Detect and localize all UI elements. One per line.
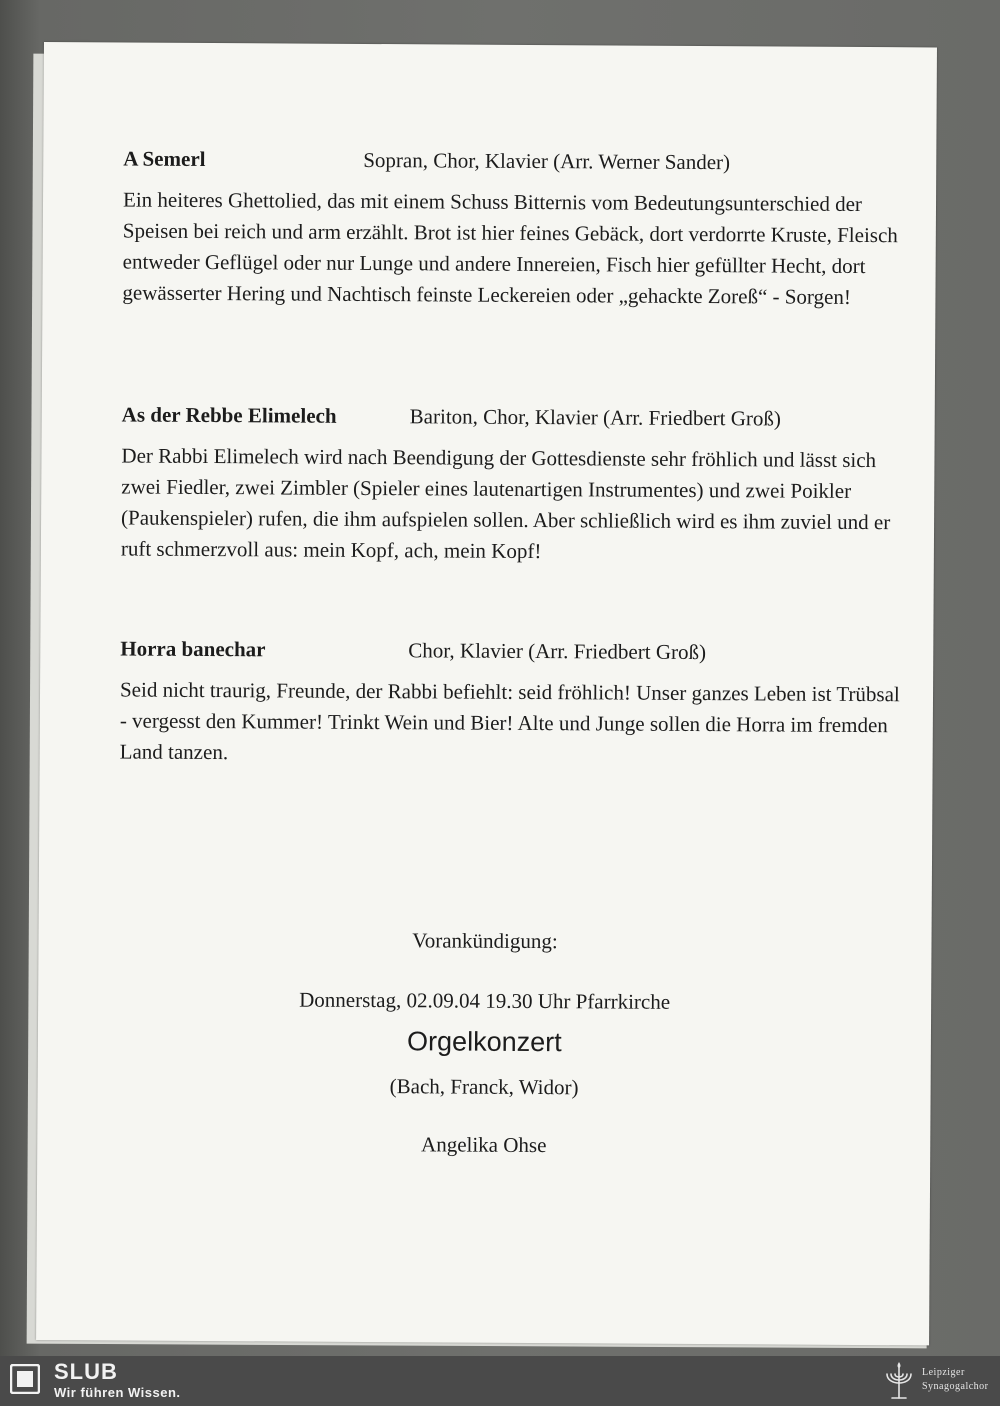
- announcement-title: Orgelkonzert: [407, 1026, 562, 1058]
- slub-logo-icon: [10, 1364, 40, 1394]
- menorah-logo-icon: [878, 1360, 920, 1402]
- partner-name: [922, 1366, 998, 1394]
- partner-name-line1: Leipziger: [922, 1367, 965, 1378]
- announcement-date: Donnerstag, 02.09.04 19.30 Uhr Pfarrkirche: [299, 987, 671, 1014]
- section-a-semerl: [122, 144, 903, 313]
- program-page: [36, 42, 937, 1345]
- song-description: Ein heiteres Ghettolied, das mit einem Schuss Bitternis vom Bedeutungsunterschied der Speisen bei reich und arm erzählt. Brot ist hier feines Gebäck, dort verdorrte Kruste, Fleisch entweder Geflügel oder nur Lunge und andere Innereien, Fisch hier gefüllter Hecht, dort gewässerter Hering und Nachtisch feinste Leckereien oder „gehackte Zoreß“ - Sorgen!: [122, 187, 898, 309]
- song-title: As der Rebbe Elimelech: [121, 402, 337, 428]
- announcement-label: Vorankündigung:: [412, 928, 558, 954]
- song-instrumentation: Sopran, Chor, Klavier (Arr. Werner Sander): [363, 147, 731, 175]
- slub-brand: SLUB: [54, 1359, 118, 1384]
- slub-tagline: Wir führen Wissen.: [54, 1385, 181, 1400]
- footer-bar: [0, 1356, 1000, 1406]
- song-instrumentation: Bariton, Chor, Klavier (Arr. Friedbert Groß): [409, 404, 782, 431]
- song-title: A Semerl: [123, 146, 206, 171]
- section-heading: [120, 634, 900, 667]
- section-as-der-rebbe: [121, 400, 902, 569]
- song-description: Der Rabbi Elimelech wird nach Beendigung der Gottesdienste sehr fröhlich und lässt sich zwei Fiedler, zwei Zimbler (Spieler eines lautenartigen Instrumentes) und zwei Poikler (Paukenspieler) rufen, die ihm aufspielen sollen. Aber schließlich wird es ihm zuviel und er ruft schmerzvoll aus: mein Kopf, ach, mein Kopf!: [120, 443, 891, 564]
- song-description: Seid nicht traurig, Freunde, der Rabbi befiehlt: seid fröhlich! Unser ganzes Leben ist Trübsal - vergesst den Kummer! Trinkt Wein und Bier! Alte und Junge sollen die Horra im fremden Land tanzen.: [119, 677, 900, 765]
- announcement-performer: Angelika Ohse: [420, 1132, 547, 1158]
- section-heading: [122, 400, 902, 433]
- partner-name-line2: Synagogalchor: [922, 1381, 989, 1392]
- song-instrumentation: Chor, Klavier (Arr. Friedbert Groß): [408, 638, 707, 665]
- announcement-composers: (Bach, Franck, Widor): [389, 1074, 579, 1100]
- song-title: Horra banechar: [120, 636, 266, 662]
- section-heading: [123, 144, 903, 177]
- section-horra-banechar: [120, 634, 901, 772]
